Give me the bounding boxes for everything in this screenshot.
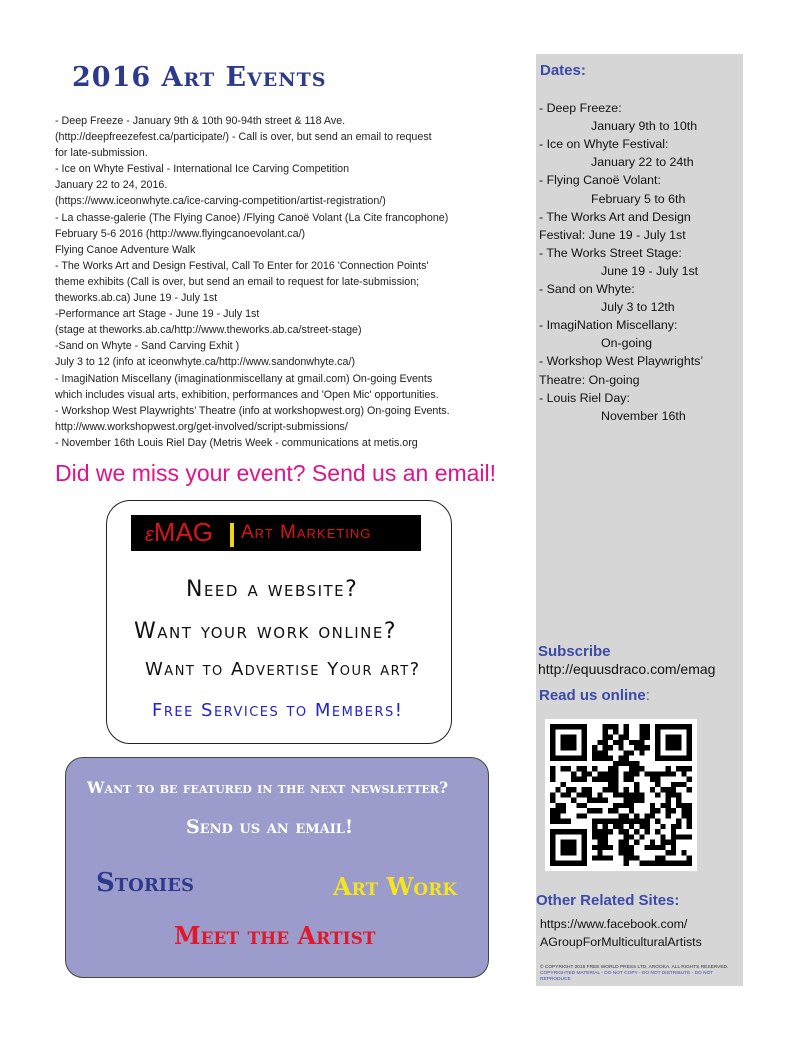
emag-logo-banner[interactable] <box>131 515 421 551</box>
copyright-warning: COPYRIGHTED MATERIAL - DO NOT COPY - DO NOT DISTRIBUTE - DO NOT REPRODUCE <box>540 971 714 982</box>
feature-callout-box <box>65 757 489 978</box>
date-value: July 3 to 12th <box>601 300 675 315</box>
event-line: January 22 to 24, 2016. <box>55 179 168 192</box>
date-event: - ImagiNation Miscellany: <box>539 318 678 333</box>
event-line: (https://www.iceonwhyte.ca/ice-carving-competition/artist-registration/) <box>55 195 386 208</box>
date-value: January 22 to 24th <box>591 155 694 170</box>
meet-artist-label: Meet the Artist <box>174 921 376 950</box>
date-event: - The Works Art and Design <box>539 209 691 224</box>
ad-line-website: Need a website? <box>186 577 359 602</box>
date-value: On-going <box>601 336 652 351</box>
other-sites-heading: Other Related Sites: <box>536 892 680 909</box>
event-line: July 3 to 12 (info at iceonwhyte.ca/http://www.sandonwhyte.ca/) <box>55 356 356 369</box>
feature-email-prompt[interactable]: Send us an email! <box>186 816 354 838</box>
subscribe-heading: Subscribe <box>538 643 611 660</box>
event-line: - Deep Freeze - January 9th & 10th 90-94th street & 118 Ave. <box>55 115 346 127</box>
copyright-notice <box>540 965 745 983</box>
subscribe-link[interactable]: http://equusdraco.com/emag <box>538 661 716 677</box>
events-list <box>55 113 515 451</box>
event-line: for late-submission. <box>55 147 148 160</box>
date-event: Festival: June 19 - July 1st <box>539 227 686 242</box>
feature-question: Want to be featured in the next newsletter? <box>87 778 449 797</box>
facebook-link-line1[interactable]: https://www.facebook.com/ <box>540 917 688 931</box>
event-line: - ImagiNation Miscellany (imaginationmiscellany at gmail.com) On-going Events <box>55 372 433 385</box>
missed-event-callout[interactable]: Did we miss your event? Send us an email! <box>55 460 497 486</box>
event-line: (http://deepfreezefest.ca/participate/) - Call is over, but send an email to request <box>55 131 432 144</box>
event-line: - November 16th Louis Riel Day (Metris Week - communications at metis.org <box>55 436 418 449</box>
date-event: - Ice on Whyte Festival: <box>539 137 669 152</box>
event-line: - Ice on Whyte Festival - International Ice Carving Competition <box>55 163 350 176</box>
event-line: (stage at theworks.ab.ca/http://www.theworks.ab.ca/street-stage) <box>55 324 362 337</box>
read-online-heading: Read us online: <box>539 687 650 704</box>
date-event: - Sand on Whyte: <box>539 282 635 296</box>
event-line: Flying Canoe Adventure Walk <box>55 243 196 256</box>
event-line: theme exhibits (Call is over, but send an email to request for late-submission; <box>55 275 420 288</box>
event-line: - The Works Art and Design Festival, Call To Enter for 2016 'Connection Points' <box>55 259 429 272</box>
event-line: - Workshop West Playwrights’ Theatre (info at workshopwest.org) On-going Events. <box>55 404 450 417</box>
date-event: - Workshop West Playwrights’ <box>539 354 704 369</box>
event-line: -Sand on Whyte - Sand Carving Exhit ) <box>55 340 240 353</box>
facebook-link-line2[interactable]: AGroupForMulticulturalArtists <box>540 935 702 949</box>
date-value: January 9th to 10th <box>591 119 698 134</box>
date-value: June 19 - July 1st <box>601 263 699 278</box>
copyright-line: © COPYRIGHT 2015 FREE WORLD PRESS LTD, AROOKA. ALL RIGHTS RESERVED. <box>540 965 729 970</box>
date-event: - Louis Riel Day: <box>539 390 630 405</box>
emag-ad-box <box>106 500 452 744</box>
date-value: February 5 to 6th <box>591 191 686 206</box>
ad-line-online: Want your work online? <box>134 619 398 644</box>
artwork-label: Art Work <box>333 872 458 901</box>
page-title: 2016 Art Events <box>72 62 327 93</box>
date-event: Theatre: On-going <box>539 372 640 387</box>
logo-separator <box>230 523 234 547</box>
event-line: - La chasse-galerie (The Flying Canoe) /Flying Canoë Volant (La Cite francophone) <box>55 211 449 224</box>
event-line: February 5-6 2016 (http://www.flyingcanoevolant.ca/) <box>55 227 306 240</box>
dates-heading: Dates: <box>540 62 586 79</box>
event-line: -Performance art Stage - June 19 - July 1st <box>55 308 260 321</box>
event-line: http://www.workshopwest.org/get-involved/script-submissions/ <box>55 420 348 433</box>
date-event: - Deep Freeze: <box>539 101 622 115</box>
ad-line-free-services[interactable]: Free Services to Members! <box>152 700 404 721</box>
ad-line-advertise: Want to Advertise Your art? <box>145 659 421 680</box>
event-line: which includes visual arts, exhibition, performances and 'Open Mic' opportunities. <box>55 388 439 401</box>
emag-logo: εMAG <box>145 517 214 547</box>
date-event: - Flying Canoë Volant: <box>539 173 661 188</box>
qr-code-icon[interactable] <box>545 719 697 871</box>
emag-tagline: Art Marketing <box>241 522 372 543</box>
event-line: theworks.ab.ca) June 19 - July 1st <box>55 292 218 305</box>
date-value: November 16th <box>601 408 686 423</box>
date-event: - The Works Street Stage: <box>539 245 682 260</box>
stories-label: Stories <box>96 868 194 898</box>
